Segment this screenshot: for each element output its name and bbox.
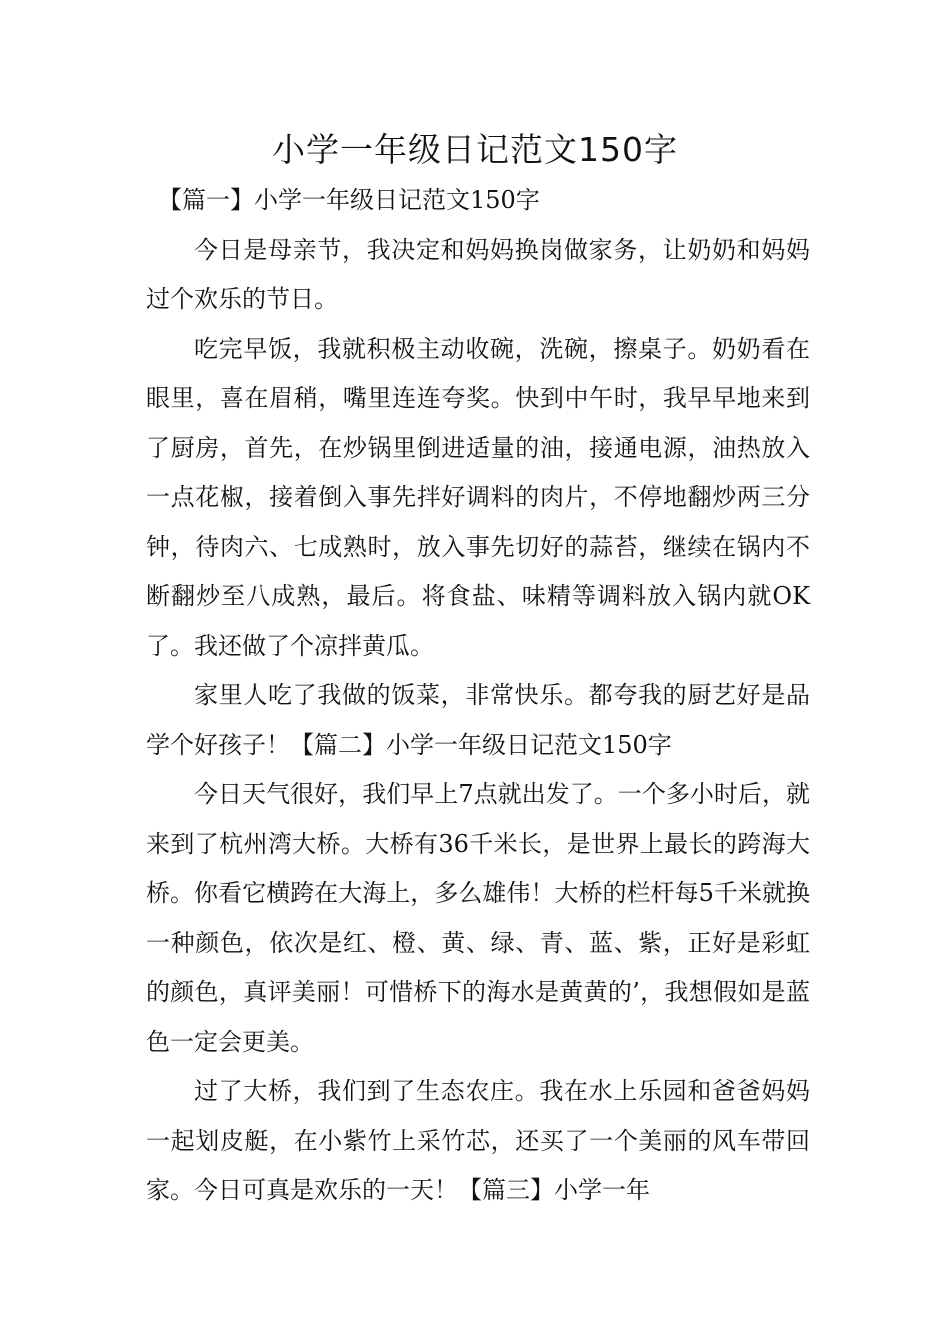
document-title: 小学一年级日记范文150字: [272, 130, 678, 169]
paragraph: 今日是母亲节，我决定和妈妈换岗做家务，让奶奶和妈妈过个欢乐的节日。: [146, 235, 810, 313]
paragraph: 家里人吃了我做的饭菜，非常快乐。都夸我的厨艺好是品学个好孩子！【篇二】小学一年级日记范文150字: [146, 681, 810, 759]
paragraph: 吃完早饭，我就积极主动收碗，洗碗，擦桌子。奶奶看在眼里，喜在眉稍，嘴里连连夸奖。快到中午时，我早早地来到了厨房，首先，在炒锅里倒进适量的油，接通电源，油热放入一点花椒，接着倒入事先拌好调料的肉片，不停地翻炒两三分钟，待肉六、七成熟时，放入事先切好的蒜苔，继续在锅内不断翻炒至八成熟，最后。将食盐、味精等调料放入锅内就OK了。我还做了个凉拌黄瓜。: [146, 334, 810, 660]
section-heading: 【篇一】小学一年级日记范文150字: [158, 186, 540, 214]
document-body: [146, 176, 810, 1216]
paragraph: 过了大桥，我们到了生态农庄。我在水上乐园和爸爸妈妈一起划皮艇，在小紫竹上采竹芯，还买了一个美丽的风车带回家。今日可真是欢乐的一天！【篇三】小学一年: [146, 1077, 810, 1204]
paragraph: 今日天气很好，我们早上7点就出发了。一个多小时后，就来到了杭州湾大桥。大桥有36千米长，是世界上最长的跨海大桥。你看它横跨在大海上，多么雄伟！大桥的栏杆每5千米就换一种颜色，依次是红、橙、黄、绿、青、蓝、紫，正好是彩虹的颜色，真评美丽！可惜桥下的海水是黄黄的’，我想假如是蓝色一定会更美。: [146, 780, 810, 1056]
